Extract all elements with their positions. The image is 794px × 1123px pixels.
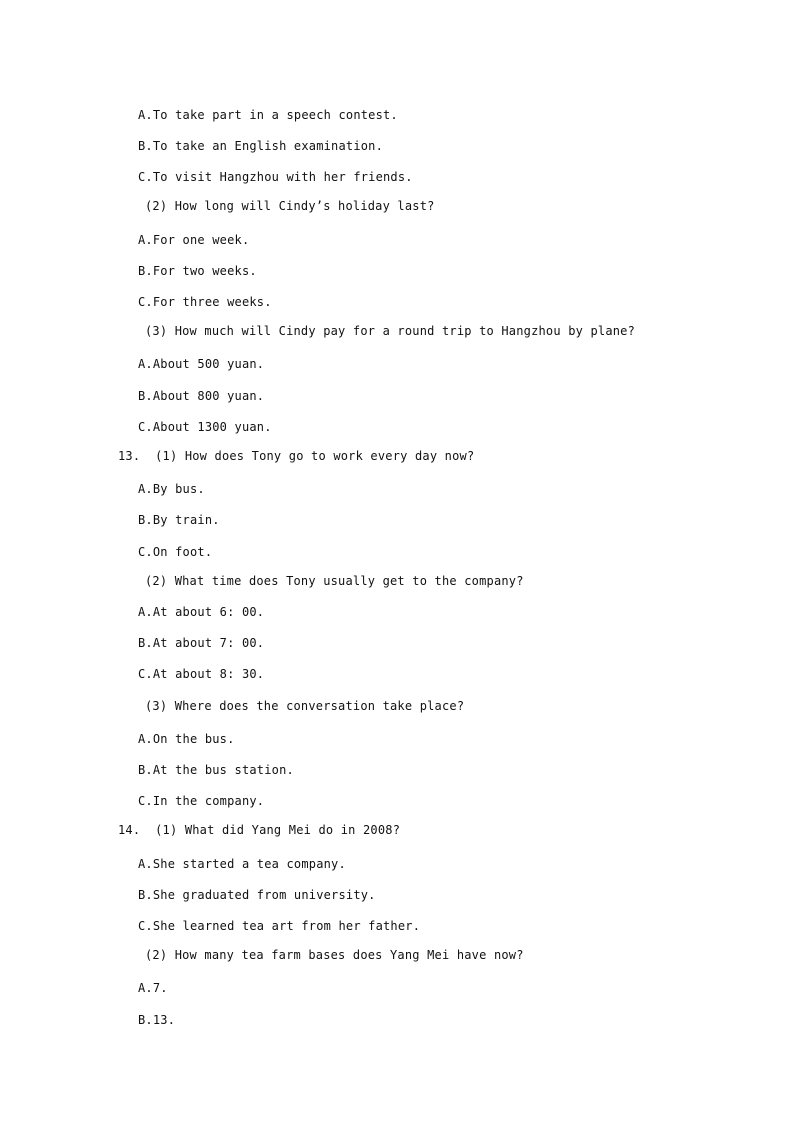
- question-text: (2) How long will Cindy’s holiday last?: [145, 199, 435, 213]
- option-text: B.At the bus station.: [138, 763, 294, 777]
- question-text: (3) How much will Cindy pay for a round trip to Hangzhou by plane?: [145, 324, 636, 338]
- option-text: B.13.: [138, 1013, 176, 1027]
- option-text: C.About 1300 yuan.: [138, 420, 272, 434]
- option-text: A.On the bus.: [138, 732, 235, 746]
- option-text: A.For one week.: [138, 233, 250, 247]
- option-text: B.At about 7: 00.: [138, 636, 265, 650]
- question-text: (3) Where does the conversation take place?: [145, 699, 465, 713]
- option-text: A.About 500 yuan.: [138, 357, 265, 371]
- option-text: A.By bus.: [138, 482, 205, 496]
- option-text: C.To visit Hangzhou with her friends.: [138, 170, 413, 184]
- option-text: C.She learned tea art from her father.: [138, 919, 421, 933]
- option-text: B.For two weeks.: [138, 264, 257, 278]
- question-text: (2) What time does Tony usually get to the company?: [145, 574, 524, 588]
- option-text: B.She graduated from university.: [138, 888, 376, 902]
- option-text: B.About 800 yuan.: [138, 389, 265, 403]
- option-text: C.For three weeks.: [138, 295, 272, 309]
- option-text: A.She started a tea company.: [138, 857, 346, 871]
- question-text: 14. (1) What did Yang Mei do in 2008?: [118, 823, 401, 837]
- option-text: B.By train.: [138, 513, 220, 527]
- option-text: A.7.: [138, 981, 168, 995]
- question-text: (2) How many tea farm bases does Yang Mei have now?: [145, 948, 524, 962]
- option-text: C.In the company.: [138, 794, 265, 808]
- option-text: B.To take an English examination.: [138, 139, 384, 153]
- question-text: 13. (1) How does Tony go to work every day now?: [118, 449, 475, 463]
- option-text: C.At about 8: 30.: [138, 667, 265, 681]
- option-text: A.At about 6: 00.: [138, 605, 265, 619]
- option-text: A.To take part in a speech contest.: [138, 108, 398, 122]
- option-text: C.On foot.: [138, 545, 213, 559]
